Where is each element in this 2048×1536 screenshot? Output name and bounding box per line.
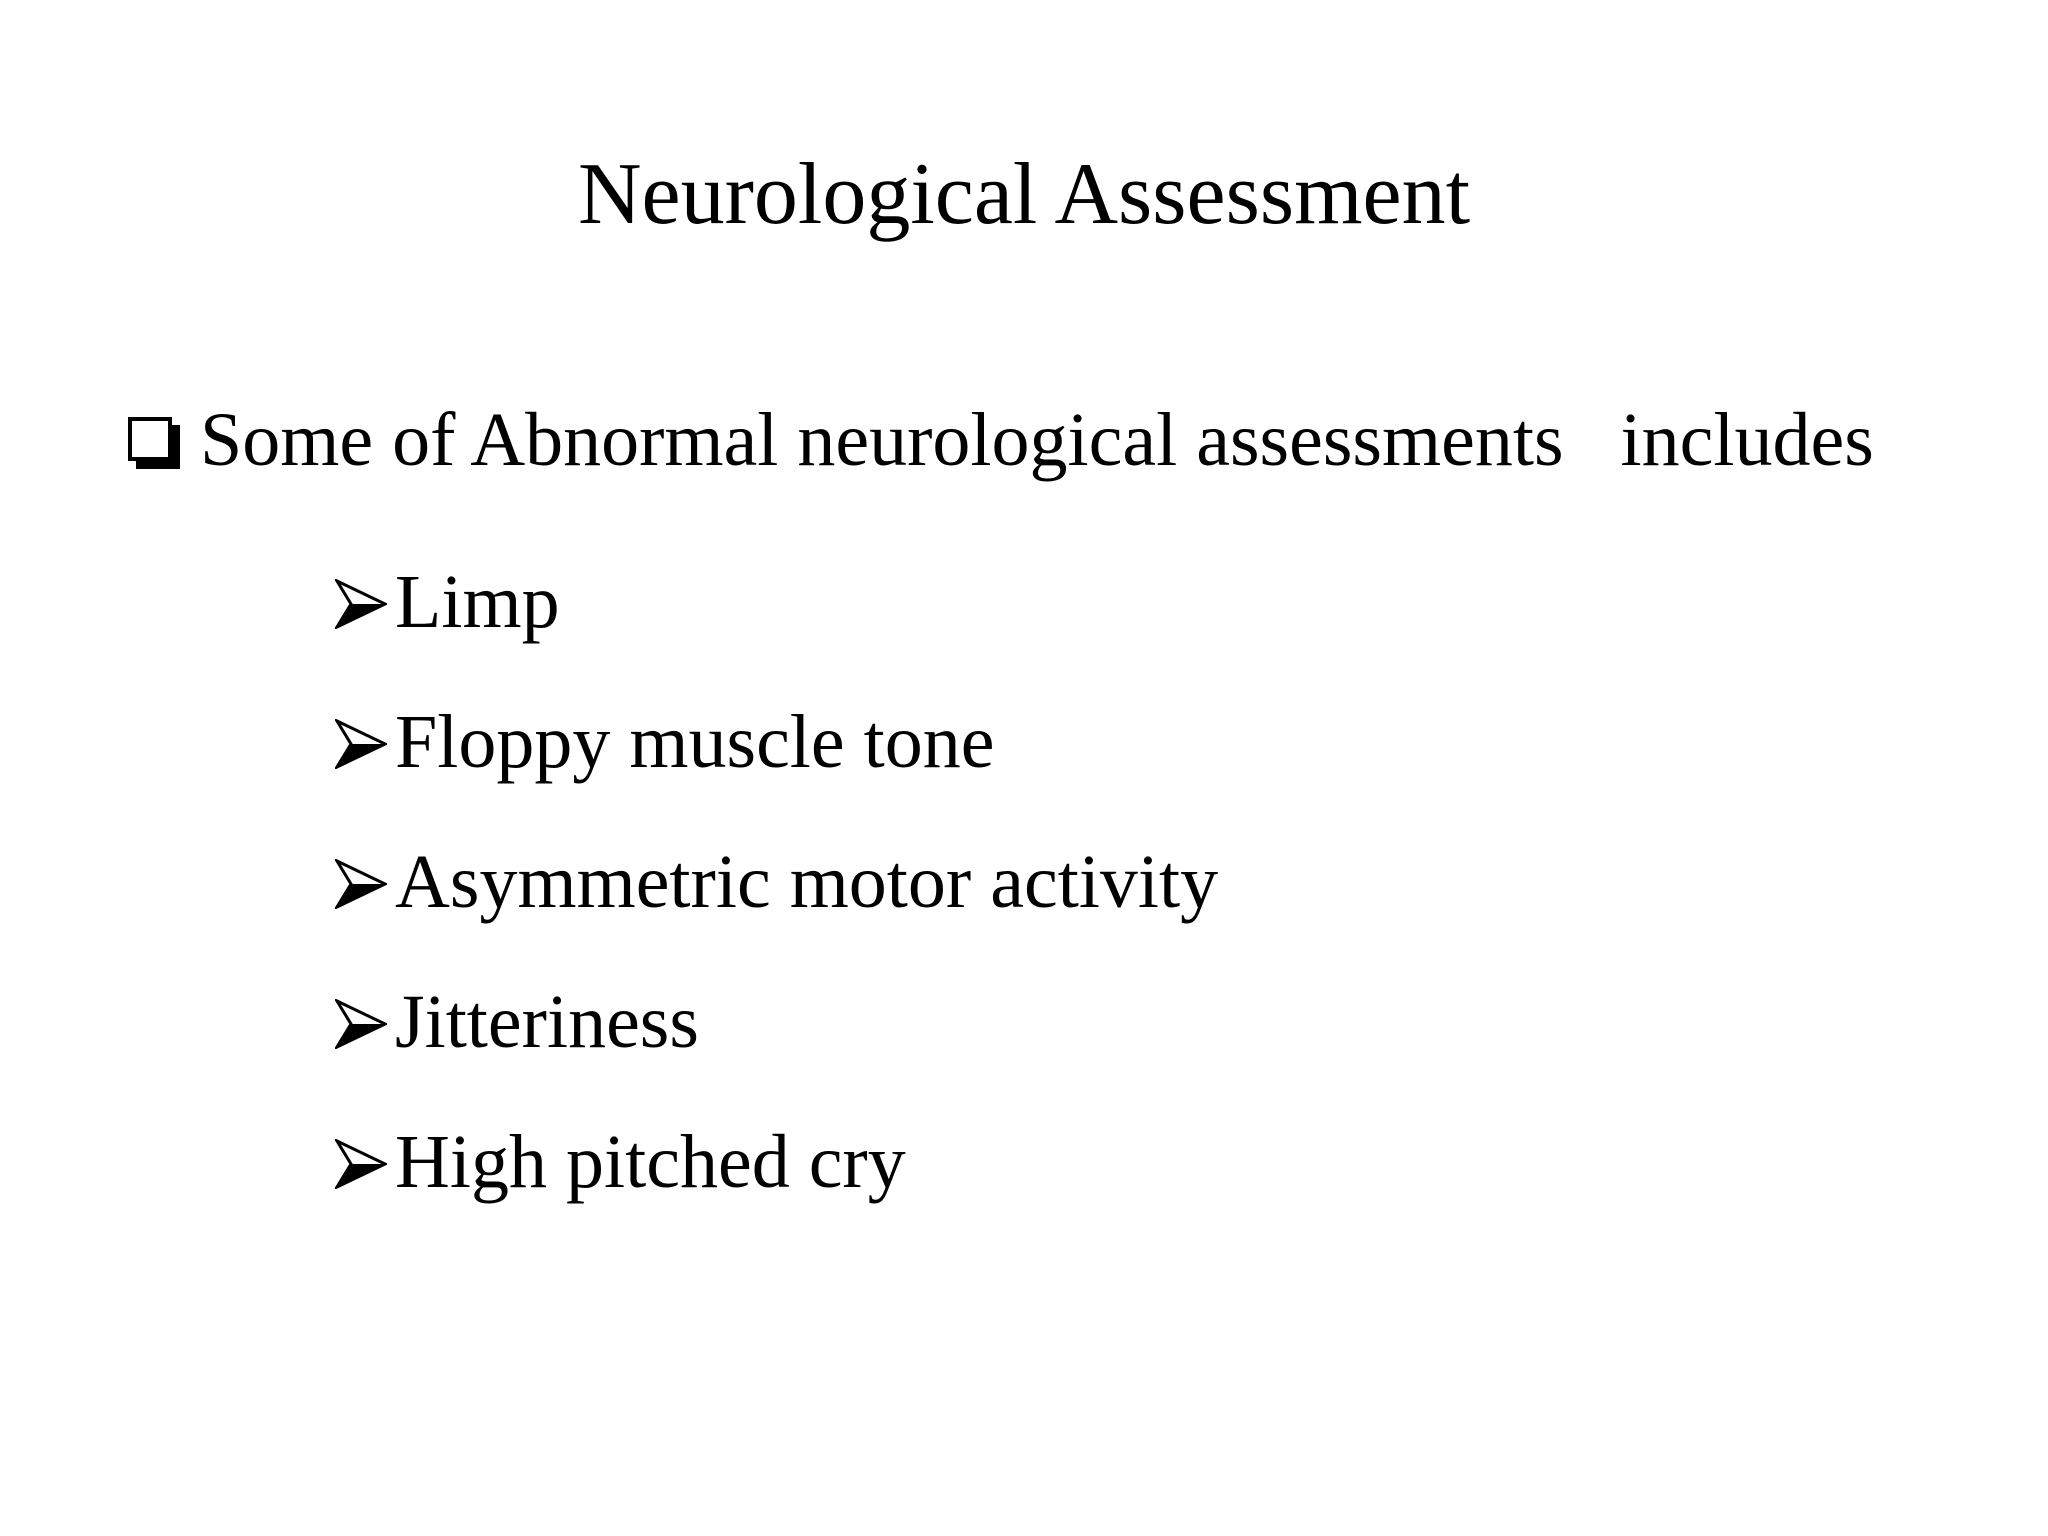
sub-bullet-text: Asymmetric motor activity	[395, 840, 1219, 924]
box-bullet-icon	[128, 417, 178, 467]
arrow-bullet-icon	[335, 719, 387, 769]
main-bullet-text: Some of Abnormal neurological assessments includes	[200, 398, 1874, 482]
arrow-bullet-icon	[335, 1139, 387, 1189]
sub-bullet-item	[335, 1092, 1218, 1232]
sub-bullet-item	[335, 812, 1218, 952]
sub-bullet-text: Floppy muscle tone	[395, 700, 995, 784]
sub-bullet-item	[335, 532, 1218, 672]
arrow-bullet-icon	[335, 999, 387, 1049]
main-bullet	[128, 392, 1874, 488]
arrow-bullet-icon	[335, 859, 387, 909]
slide-title: Neurological Assessment	[577, 146, 1471, 243]
sub-bullet-item	[335, 672, 1218, 812]
arrow-bullet-icon	[335, 579, 387, 629]
sub-bullet-list	[335, 532, 1218, 1232]
sub-bullet-item	[335, 952, 1218, 1092]
sub-bullet-text: Jitteriness	[395, 980, 699, 1064]
sub-bullet-text: Limp	[395, 560, 560, 644]
sub-bullet-text: High pitched cry	[395, 1120, 906, 1204]
